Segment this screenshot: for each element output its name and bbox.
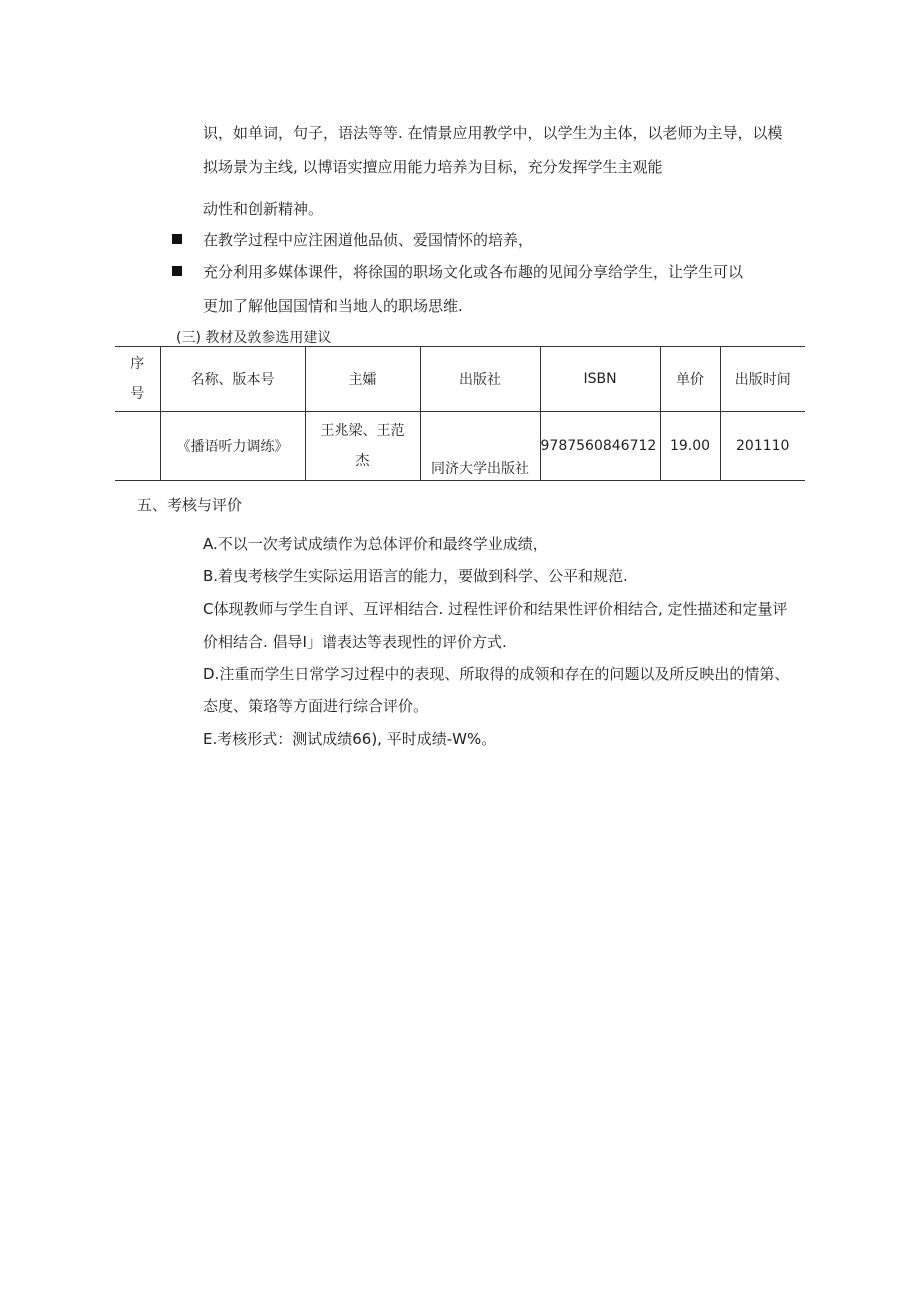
section-title-textbooks: (三) 教材及敦参选用建议 xyxy=(176,330,332,346)
assessment-item-c-continued: 价相结合. 倡导I」谱表达等表现性的评价方式. xyxy=(203,633,507,651)
cell-isbn: 9787560846712 xyxy=(540,412,660,481)
header-seq: 序 号 xyxy=(115,347,160,412)
header-publisher: 出版社 xyxy=(420,347,540,412)
intro-line-2: 拟场景为主线, 以博语实擅应用能力培养为目标，充分发挥学生主观能 xyxy=(203,158,663,176)
assessment-item-d-continued: 态度、策珞等方面进行综合评价。 xyxy=(203,697,429,715)
square-bullet-icon xyxy=(172,266,182,276)
section-title-assessment: 五、考核与评价 xyxy=(137,496,243,514)
textbook-table xyxy=(115,346,805,481)
header-date: 出版时间 xyxy=(720,347,805,412)
header-name: 名称、版本号 xyxy=(160,347,305,412)
square-bullet-icon xyxy=(172,234,182,244)
bullet-item-2: 充分利用多媒体课件，将徐国的职场文化或各布趣的见闻分享给学生，让学生可以 xyxy=(203,263,744,281)
bullet-item-2-continued: 更加了解他国国情和当地人的职场思维. xyxy=(203,297,463,315)
cell-price: 19.00 xyxy=(660,412,720,481)
header-editor: 主孀 xyxy=(305,347,420,412)
intro-line-1: 识，如单词，句子，语法等等. 在情景应用教学中，以学生为主体，以老师为主导，以模 xyxy=(203,124,783,142)
bullet-item-1: 在教学过程中应注困道他品侦、爱国情怀的培养， xyxy=(203,231,534,249)
intro-line-3: 动性和创新精神。 xyxy=(203,200,324,218)
header-price: 单价 xyxy=(660,347,720,412)
table-row xyxy=(115,412,805,481)
cell-name: 《播语听力调练》 xyxy=(160,412,305,481)
assessment-item-b: B.着曳考核学生实际运用语言的能力，要做到科学、公平和规范. xyxy=(203,567,628,585)
cell-seq xyxy=(115,412,160,481)
header-isbn: ISBN xyxy=(540,347,660,412)
assessment-item-a: A.不以一次考试成绩作为总体评价和最终学业成绩， xyxy=(203,535,548,553)
assessment-item-c: C体现教师与学生自评、互评相结合. 过程性评价和结果性评价相结合, 定性描述和定量评 xyxy=(203,600,788,618)
assessment-item-e: E.考核形式：测试成绩66), 平时成绩-W%。 xyxy=(203,730,497,748)
cell-publisher: 同济大学出版社 xyxy=(420,412,540,481)
cell-date: 201110 xyxy=(720,412,805,481)
assessment-item-d: D.注重而学生日常学习过程中的表现、所取得的成领和存在的问题以及所反映出的情第、 xyxy=(203,665,790,683)
table-header-row xyxy=(115,347,805,412)
cell-editor: 王兆梁、王范 杰 xyxy=(305,412,420,481)
